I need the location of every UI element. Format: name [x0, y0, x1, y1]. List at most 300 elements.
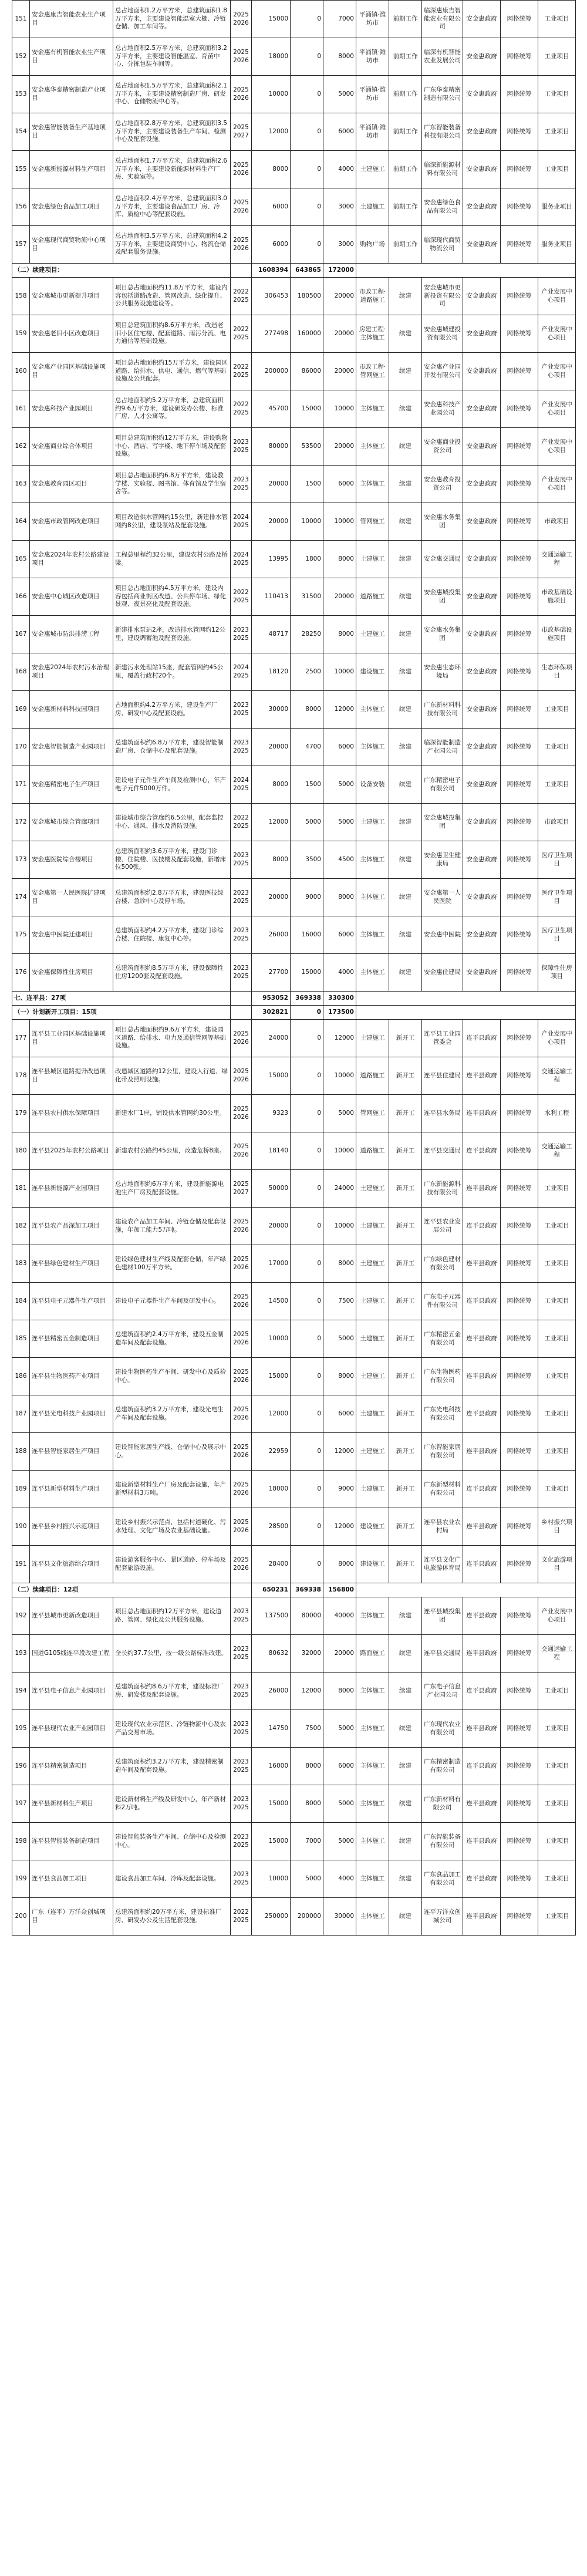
cumulative-investment: 5000 — [291, 804, 323, 841]
progress-status: 新开工 — [389, 1283, 422, 1320]
row-number: 197 — [12, 1785, 30, 1823]
annual-investment: 9000 — [323, 1471, 356, 1508]
construction-stage: 道路施工 — [356, 578, 389, 616]
row-number: 180 — [12, 1132, 30, 1170]
table-row — [12, 1597, 576, 1635]
construction-stage: 土建施工 — [356, 616, 389, 653]
responsible-dept: 安金惠政府 — [463, 841, 501, 879]
project-name: 安金惠新材料科技园项目 — [30, 691, 113, 729]
project-content: 新建污水处理站15座，配套管网约45公里，覆盖行政村20个。 — [113, 653, 231, 691]
project-content: 总占地面积1.2万平方米，总建筑面积1.8万平方米，主要建设智能温室大棚、冷链仓储、加工车间等。 — [113, 1, 231, 38]
manager: 网格统筹 — [501, 1710, 538, 1748]
progress-status: 新开工 — [389, 1433, 422, 1471]
annual-investment: 4000 — [323, 1860, 356, 1898]
table-row — [12, 1673, 576, 1710]
construction-stage: 土建施工 — [356, 151, 389, 188]
responsible-dept: 连平县政府 — [463, 1283, 501, 1320]
table-row — [12, 38, 576, 76]
row-number: 200 — [12, 1898, 30, 1936]
project-content: 建设新材料生产线及研发中心，年产新材料2万吨。 — [113, 1785, 231, 1823]
row-number: 165 — [12, 541, 30, 578]
project-name: 安金惠华泰精密制造产业项目 — [30, 76, 113, 113]
owner-unit: 广东电子信息产业园公司 — [422, 1673, 463, 1710]
row-number: 179 — [12, 1095, 30, 1132]
section-cumulative: 643865 — [291, 264, 323, 278]
construction-period: 2023 2025 — [231, 1823, 252, 1860]
owner-unit: 广东新能源科技有限公司 — [422, 1170, 463, 1208]
project-category: 工业项目 — [538, 1, 576, 38]
project-category: 生态环保项目 — [538, 653, 576, 691]
construction-stage: 主体施工 — [356, 841, 389, 879]
progress-status: 前期工作 — [389, 188, 422, 226]
total-investment: 14500 — [252, 1283, 291, 1320]
row-number: 182 — [12, 1208, 30, 1245]
construction-period: 2023 2025 — [231, 1597, 252, 1635]
table-row — [12, 503, 576, 541]
cumulative-investment: 16000 — [291, 916, 323, 954]
project-name: 连平县农村供水保障项目 — [30, 1095, 113, 1132]
total-investment: 30000 — [252, 691, 291, 729]
total-investment: 15000 — [252, 1785, 291, 1823]
cumulative-investment: 86000 — [291, 353, 323, 390]
project-category: 工业项目 — [538, 1471, 576, 1508]
total-investment: 80000 — [252, 428, 291, 466]
empty-cell — [356, 264, 576, 278]
total-investment: 27700 — [252, 954, 291, 992]
project-content: 项目总占地面积约9.6万平方米，建设园区道路、给排水、电力及通信管网等基础设施。 — [113, 1020, 231, 1057]
row-number: 170 — [12, 729, 30, 766]
construction-stage: 平涌镇·潍坊市 — [356, 1, 389, 38]
project-content: 总建筑面积约8.6万平方米，建设标准厂房、研发楼及配套设施。 — [113, 1673, 231, 1710]
table-row — [12, 1823, 576, 1860]
progress-status: 续建 — [389, 804, 422, 841]
cumulative-investment: 0 — [291, 1132, 323, 1170]
cumulative-investment: 0 — [291, 76, 323, 113]
responsible-dept: 安金惠政府 — [463, 278, 501, 315]
manager: 网格统筹 — [501, 466, 538, 503]
row-number: 185 — [12, 1320, 30, 1358]
responsible-dept: 安金惠政府 — [463, 226, 501, 264]
annual-investment: 5000 — [323, 1095, 356, 1132]
cumulative-investment: 200000 — [291, 1898, 323, 1936]
table-row — [12, 879, 576, 916]
project-name: 安金惠中医院迁建项目 — [30, 916, 113, 954]
annual-investment: 10000 — [323, 653, 356, 691]
construction-period: 2022 2025 — [231, 353, 252, 390]
manager: 网格统筹 — [501, 76, 538, 113]
progress-status: 新开工 — [389, 1170, 422, 1208]
project-category: 工业项目 — [538, 1860, 576, 1898]
annual-investment: 5000 — [323, 1710, 356, 1748]
responsible-dept: 连平县政府 — [463, 1748, 501, 1785]
table-row — [12, 188, 576, 226]
table-row — [12, 1358, 576, 1395]
progress-status: 前期工作 — [389, 1, 422, 38]
table-row — [12, 766, 576, 804]
manager: 网格统筹 — [501, 38, 538, 76]
total-investment: 22959 — [252, 1433, 291, 1471]
section-label: （一）计划新开工项目：15项 — [12, 1006, 231, 1020]
section-annual: 330300 — [323, 992, 356, 1006]
progress-status: 新开工 — [389, 1095, 422, 1132]
cumulative-investment: 8000 — [291, 1785, 323, 1823]
construction-period: 2025 2026 — [231, 1471, 252, 1508]
table-row — [12, 76, 576, 113]
total-investment: 12000 — [252, 113, 291, 151]
construction-period: 2022 2025 — [231, 578, 252, 616]
responsible-dept: 安金惠政府 — [463, 578, 501, 616]
owner-unit: 安金惠商业投资公司 — [422, 428, 463, 466]
manager: 网格统筹 — [501, 151, 538, 188]
table-row — [12, 653, 576, 691]
owner-unit: 广东光电科技有限公司 — [422, 1395, 463, 1433]
construction-stage: 平涌镇·潍坊市 — [356, 38, 389, 76]
construction-stage: 主体施工 — [356, 1785, 389, 1823]
total-investment: 18000 — [252, 38, 291, 76]
empty-cell — [231, 992, 252, 1006]
table-row — [12, 428, 576, 466]
construction-period: 2025 2027 — [231, 113, 252, 151]
progress-status: 续建 — [389, 541, 422, 578]
responsible-dept: 连平县政府 — [463, 1395, 501, 1433]
progress-status: 新开工 — [389, 1132, 422, 1170]
annual-investment: 5000 — [323, 766, 356, 804]
owner-unit: 广东新材料有限公司 — [422, 1785, 463, 1823]
project-content: 总建筑面积约3.2万平方米，建设光电生产车间及配套设施。 — [113, 1395, 231, 1433]
table-row — [12, 1710, 576, 1748]
manager: 网格统筹 — [501, 1057, 538, 1095]
total-investment: 15000 — [252, 1823, 291, 1860]
project-name: 安金惠老旧小区改造项目 — [30, 315, 113, 353]
row-number: 166 — [12, 578, 30, 616]
construction-stage: 设备安装 — [356, 766, 389, 804]
owner-unit: 广东精密电子有限公司 — [422, 766, 463, 804]
cumulative-investment: 0 — [291, 1020, 323, 1057]
row-number: 190 — [12, 1508, 30, 1546]
cumulative-investment: 0 — [291, 1095, 323, 1132]
annual-investment: 6000 — [323, 1748, 356, 1785]
cumulative-investment: 80000 — [291, 1597, 323, 1635]
project-category: 工业项目 — [538, 151, 576, 188]
construction-stage: 市政工程·管网施工 — [356, 353, 389, 390]
construction-period: 2025 2026 — [231, 1, 252, 38]
progress-status: 续建 — [389, 1597, 422, 1635]
manager: 网格统筹 — [501, 1748, 538, 1785]
progress-status: 续建 — [389, 729, 422, 766]
total-investment: 15000 — [252, 1, 291, 38]
project-category: 市政项目 — [538, 804, 576, 841]
owner-unit: 广东电子元器件有限公司 — [422, 1283, 463, 1320]
progress-status: 续建 — [389, 428, 422, 466]
cumulative-investment: 1500 — [291, 466, 323, 503]
project-name: 安金惠现代商贸物流中心项目 — [30, 226, 113, 264]
row-number: 184 — [12, 1283, 30, 1320]
responsible-dept: 连平县政府 — [463, 1597, 501, 1635]
project-category: 服务业项目 — [538, 188, 576, 226]
project-category: 产业发展中心项目 — [538, 390, 576, 428]
project-content: 总建筑面积约3.2万平方米，建设精密制造车间及配套设施。 — [113, 1748, 231, 1785]
responsible-dept: 安金惠政府 — [463, 916, 501, 954]
progress-status: 续建 — [389, 1785, 422, 1823]
construction-stage: 建设施工 — [356, 1508, 389, 1546]
cumulative-investment: 0 — [291, 1245, 323, 1283]
project-content: 项目总建筑面积约8.6万平方米，改造老旧小区住宅楼、配套道路、雨污分流、电力通信等基础设施。 — [113, 315, 231, 353]
project-name: 安金惠新能源材料生产项目 — [30, 151, 113, 188]
construction-period: 2025 2026 — [231, 76, 252, 113]
total-investment: 200000 — [252, 353, 291, 390]
responsible-dept: 连平县政府 — [463, 1785, 501, 1823]
annual-investment: 8000 — [323, 1358, 356, 1395]
progress-status: 新开工 — [389, 1471, 422, 1508]
manager: 网格统筹 — [501, 315, 538, 353]
annual-investment: 5000 — [323, 1785, 356, 1823]
cumulative-investment: 53500 — [291, 428, 323, 466]
construction-stage: 道路施工 — [356, 1057, 389, 1095]
section-label: （二）续建项目： — [12, 264, 231, 278]
total-investment: 20000 — [252, 1208, 291, 1245]
empty-cell — [231, 264, 252, 278]
annual-investment: 12000 — [323, 691, 356, 729]
construction-period: 2025 2026 — [231, 1433, 252, 1471]
section-annual: 156800 — [323, 1583, 356, 1597]
manager: 网格统筹 — [501, 1673, 538, 1710]
row-number: 188 — [12, 1433, 30, 1471]
project-name: 国道G105线连平段改建工程 — [30, 1635, 113, 1673]
manager: 网格统筹 — [501, 1471, 538, 1508]
table-row — [12, 1508, 576, 1546]
annual-investment: 7500 — [323, 1283, 356, 1320]
project-name: 连平县新能源产业园项目 — [30, 1170, 113, 1208]
project-category: 文化旅游项目 — [538, 1546, 576, 1583]
total-investment: 28400 — [252, 1546, 291, 1583]
construction-period: 2023 2025 — [231, 1860, 252, 1898]
row-number: 164 — [12, 503, 30, 541]
construction-period: 2023 2025 — [231, 1785, 252, 1823]
construction-period: 2023 2025 — [231, 691, 252, 729]
project-category: 市政基础设施项目 — [538, 616, 576, 653]
cumulative-investment: 31500 — [291, 578, 323, 616]
total-investment: 20000 — [252, 466, 291, 503]
construction-period: 2025 2026 — [231, 1320, 252, 1358]
responsible-dept: 连平县政府 — [463, 1710, 501, 1748]
manager: 网格统筹 — [501, 1635, 538, 1673]
total-investment: 24000 — [252, 1020, 291, 1057]
owner-unit: 安金惠卫生健康局 — [422, 841, 463, 879]
construction-stage: 主体施工 — [356, 1860, 389, 1898]
progress-status: 续建 — [389, 616, 422, 653]
manager: 网格统筹 — [501, 616, 538, 653]
owner-unit: 连平县水务局 — [422, 1095, 463, 1132]
owner-unit: 广东华泰精密制造有限公司 — [422, 76, 463, 113]
progress-status: 续建 — [389, 653, 422, 691]
project-content: 总建筑面积约2.8万平方米，建设医技综合楼、急诊中心及停车场。 — [113, 879, 231, 916]
manager: 网格统筹 — [501, 353, 538, 390]
progress-status: 新开工 — [389, 1358, 422, 1395]
total-investment: 50000 — [252, 1170, 291, 1208]
project-content: 总建筑面积约20万平方米，建设标准厂房、研发办公及生活配套设施。 — [113, 1898, 231, 1936]
construction-stage: 管网施工 — [356, 503, 389, 541]
cumulative-investment: 0 — [291, 1320, 323, 1358]
owner-unit: 安金惠水务集团 — [422, 616, 463, 653]
total-investment: 10000 — [252, 1320, 291, 1358]
row-number: 169 — [12, 691, 30, 729]
responsible-dept: 安金惠政府 — [463, 541, 501, 578]
project-content: 总占地面积2.5万平方米，总建筑面积3.2万平方米，主要建设智能温室、育苗中心、分拣包装车间等。 — [113, 38, 231, 76]
owner-unit: 连平县工业园管委会 — [422, 1020, 463, 1057]
cumulative-investment: 12000 — [291, 1673, 323, 1710]
owner-unit: 临深有机智能农业发展公司 — [422, 38, 463, 76]
cumulative-investment: 0 — [291, 1170, 323, 1208]
progress-status: 续建 — [389, 278, 422, 315]
total-investment: 10000 — [252, 76, 291, 113]
row-number: 194 — [12, 1673, 30, 1710]
construction-stage: 主体施工 — [356, 879, 389, 916]
progress-status: 续建 — [389, 315, 422, 353]
construction-period: 2024 2025 — [231, 653, 252, 691]
project-category: 工业项目 — [538, 1673, 576, 1710]
project-category: 工业项目 — [538, 1283, 576, 1320]
project-name: 安金惠2024年农村污水治理项目 — [30, 653, 113, 691]
table-row — [12, 1057, 576, 1095]
responsible-dept: 安金惠政府 — [463, 390, 501, 428]
total-investment: 26000 — [252, 916, 291, 954]
project-content: 项目总占地面积约11.8万平方米，建设内容包括道路改造、管网改造、绿化提升、公共服务设施建设等。 — [113, 278, 231, 315]
owner-unit: 临深新能源材料有限公司 — [422, 151, 463, 188]
project-name: 安金惠精密电子生产项目 — [30, 766, 113, 804]
annual-investment: 7000 — [323, 1, 356, 38]
total-investment: 18120 — [252, 653, 291, 691]
owner-unit: 安金惠第一人民医院 — [422, 879, 463, 916]
annual-investment: 5000 — [323, 804, 356, 841]
progress-status: 新开工 — [389, 1546, 422, 1583]
owner-unit: 连平县文化广电旅游体育局 — [422, 1546, 463, 1583]
table-row — [12, 1785, 576, 1823]
annual-investment: 12000 — [323, 1020, 356, 1057]
manager: 网格统筹 — [501, 1020, 538, 1057]
project-name: 安金惠教育园区项目 — [30, 466, 113, 503]
annual-investment: 6000 — [323, 113, 356, 151]
total-investment: 20000 — [252, 729, 291, 766]
construction-stage: 土建施工 — [356, 1020, 389, 1057]
construction-stage: 主体施工 — [356, 916, 389, 954]
total-investment: 17000 — [252, 1245, 291, 1283]
cumulative-investment: 28250 — [291, 616, 323, 653]
project-content: 建设电子元器件生产车间及研发中心。 — [113, 1283, 231, 1320]
cumulative-investment: 9000 — [291, 879, 323, 916]
progress-status: 新开工 — [389, 1208, 422, 1245]
annual-investment: 12000 — [323, 1433, 356, 1471]
project-content: 项目总占地面积约15万平方米，建设园区道路、给排水、供电、通信、燃气等基础设施及公共配套。 — [113, 353, 231, 390]
owner-unit: 广东现代农业有限公司 — [422, 1710, 463, 1748]
row-number: 171 — [12, 766, 30, 804]
annual-investment: 20000 — [323, 1635, 356, 1673]
table-row — [12, 1860, 576, 1898]
responsible-dept: 安金惠政府 — [463, 76, 501, 113]
construction-stage: 土建施工 — [356, 188, 389, 226]
manager: 网格统筹 — [501, 916, 538, 954]
project-content: 占地面积约4.2万平方米，建设生产厂房、研发中心及配套设施。 — [113, 691, 231, 729]
section-row — [12, 1583, 576, 1597]
owner-unit: 广东智能装备有限公司 — [422, 1823, 463, 1860]
project-category: 医疗卫生项目 — [538, 879, 576, 916]
responsible-dept: 连平县政府 — [463, 1170, 501, 1208]
project-name: 连平县现代农业产业园项目 — [30, 1710, 113, 1748]
total-investment: 12000 — [252, 1395, 291, 1433]
total-investment: 8000 — [252, 151, 291, 188]
progress-status: 新开工 — [389, 1057, 422, 1095]
row-number: 196 — [12, 1748, 30, 1785]
construction-stage: 平涌镇·潍坊市 — [356, 76, 389, 113]
section-row — [12, 264, 576, 278]
manager: 网格统筹 — [501, 691, 538, 729]
responsible-dept: 安金惠政府 — [463, 954, 501, 992]
owner-unit: 安金惠教育投资公司 — [422, 466, 463, 503]
progress-status: 前期工作 — [389, 151, 422, 188]
total-investment: 13995 — [252, 541, 291, 578]
table-row — [12, 315, 576, 353]
project-name: 安金惠城市综合管廊项目 — [30, 804, 113, 841]
construction-stage: 土建施工 — [356, 1208, 389, 1245]
row-number: 151 — [12, 1, 30, 38]
project-content: 总占地面积1.7万平方米，总建筑面积2.6万平方米，主要建设新能源材料生产厂房、实验室等。 — [113, 151, 231, 188]
responsible-dept: 连平县政府 — [463, 1132, 501, 1170]
responsible-dept: 安金惠政府 — [463, 691, 501, 729]
construction-period: 2023 2025 — [231, 729, 252, 766]
annual-investment: 20000 — [323, 315, 356, 353]
progress-status: 前期工作 — [389, 38, 422, 76]
section-label: （二）续建项目：12项 — [12, 1583, 231, 1597]
project-category: 产业发展中心项目 — [538, 428, 576, 466]
total-investment: 9323 — [252, 1095, 291, 1132]
construction-stage: 土建施工 — [356, 1471, 389, 1508]
responsible-dept: 连平县政府 — [463, 1057, 501, 1095]
construction-period: 2023 2025 — [231, 1748, 252, 1785]
construction-stage: 主体施工 — [356, 691, 389, 729]
manager: 网格统筹 — [501, 428, 538, 466]
total-investment: 20000 — [252, 503, 291, 541]
manager: 网格统筹 — [501, 1508, 538, 1546]
cumulative-investment: 0 — [291, 1546, 323, 1583]
owner-unit: 连平县住建局 — [422, 1057, 463, 1095]
cumulative-investment: 1500 — [291, 766, 323, 804]
construction-period: 2022 2025 — [231, 315, 252, 353]
empty-cell — [231, 1006, 252, 1020]
total-investment: 137500 — [252, 1597, 291, 1635]
total-investment: 277498 — [252, 315, 291, 353]
manager: 网格统筹 — [501, 804, 538, 841]
responsible-dept: 连平县政府 — [463, 1635, 501, 1673]
manager: 网格统筹 — [501, 653, 538, 691]
project-name: 连平县精密制造项目 — [30, 1748, 113, 1785]
manager: 网格统筹 — [501, 226, 538, 264]
project-content: 总建筑面积约3.6万平方米，建设门诊楼、住院楼、医技楼及配套设施，新增床位500张。 — [113, 841, 231, 879]
annual-investment: 4000 — [323, 954, 356, 992]
project-content: 总占地面积约6万平方米，建设新能源电池生产厂房及配套设施。 — [113, 1170, 231, 1208]
project-content: 项目总占地面积约4.5万平方米，建设内容包括商业街区改造、公共停车场、绿化景观、夜景亮化及配套设施。 — [113, 578, 231, 616]
section-total: 953052 — [252, 992, 291, 1006]
progress-status: 续建 — [389, 916, 422, 954]
owner-unit: 安金惠科技产业园公司 — [422, 390, 463, 428]
project-content: 建设新型材料生产厂房及配套设施，年产新型材料3万吨。 — [113, 1471, 231, 1508]
cumulative-investment: 0 — [291, 1283, 323, 1320]
manager: 网格统筹 — [501, 1546, 538, 1583]
owner-unit: 广东生物医药有限公司 — [422, 1358, 463, 1395]
table-row — [12, 1320, 576, 1358]
cumulative-investment: 15000 — [291, 954, 323, 992]
project-content: 建设乡村振兴示范点，包括村道硬化、污水处理、文化广场及农业基础设施。 — [113, 1508, 231, 1546]
table-row — [12, 278, 576, 315]
owner-unit: 安金惠产业园开发有限公司 — [422, 353, 463, 390]
